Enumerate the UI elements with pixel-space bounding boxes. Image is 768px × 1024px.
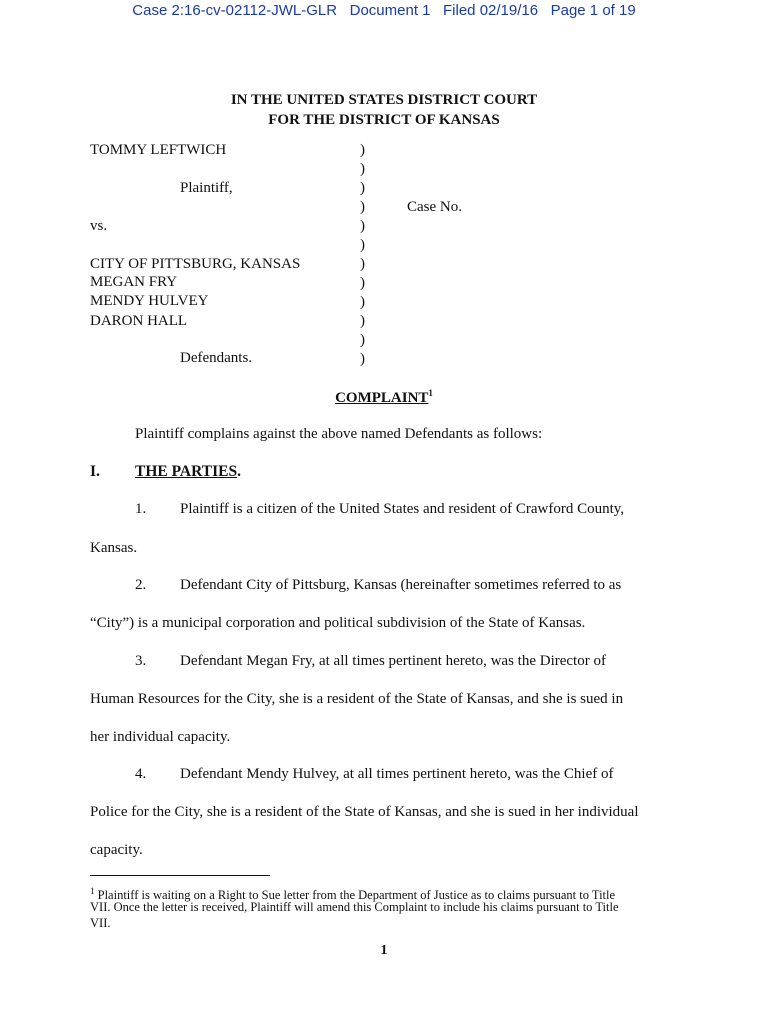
court-heading-line1: IN THE UNITED STATES DISTRICT COURT bbox=[230, 92, 538, 108]
paragraph-number: 4. bbox=[135, 766, 147, 782]
section-heading bbox=[135, 463, 241, 481]
paragraph-line: Defendant Megan Fry, at all times pertinent hereto, was the Director of bbox=[180, 653, 606, 669]
plaintiff-name: TOMMY LEFTWICH bbox=[90, 142, 227, 158]
section-heading-text: THE PARTIES bbox=[135, 463, 238, 480]
paragraph-line: Human Resources for the City, she is a resident of the State of Kansas, and she is sued in bbox=[90, 691, 624, 707]
caption-paren: ) bbox=[360, 218, 365, 234]
paragraph-line: Defendant City of Pittsburg, Kansas (hereinafter sometimes referred to as bbox=[180, 577, 622, 593]
paragraph-line: Plaintiff is a citizen of the United States and resident of Crawford County, bbox=[180, 501, 625, 517]
section-heading-period: . bbox=[237, 463, 241, 480]
paragraph-line: “City”) is a municipal corporation and political subdivision of the State of Kansas. bbox=[90, 615, 586, 631]
title-footnote-mark: 1 bbox=[428, 388, 433, 398]
caption-paren: ) bbox=[360, 294, 365, 310]
paragraph-number: 3. bbox=[135, 653, 147, 669]
caption-paren: ) bbox=[360, 161, 365, 177]
caption-paren: ) bbox=[360, 237, 365, 253]
footnote-text: Plaintiff is waiting on a Right to Sue letter from the Department of Justice as to claims pursuant to Title bbox=[97, 888, 616, 903]
paragraph-line: capacity. bbox=[90, 842, 143, 858]
defendant-fry: MEGAN FRY bbox=[90, 274, 178, 290]
case-number-label: Case No. bbox=[407, 199, 462, 215]
footnote-mark: 1 bbox=[90, 886, 95, 896]
caption-paren: ) bbox=[360, 351, 365, 367]
stamp-filed: Filed 02/19/16 bbox=[443, 2, 539, 19]
paragraph-line: Defendant Mendy Hulvey, at all times pertinent hereto, was the Chief of bbox=[180, 766, 614, 782]
intro-text: Plaintiff complains against the above named Defendants as follows: bbox=[135, 426, 543, 442]
caption-paren: ) bbox=[360, 332, 365, 348]
footnote-separator bbox=[90, 875, 270, 876]
footnote-line: VII. bbox=[90, 916, 111, 930]
plaintiff-role: Plaintiff, bbox=[180, 180, 233, 196]
paragraph-number: 2. bbox=[135, 577, 147, 593]
paragraph-line: her individual capacity. bbox=[90, 729, 231, 745]
filing-stamp bbox=[0, 2, 768, 19]
caption-paren: ) bbox=[360, 199, 365, 215]
defendant-hulvey: MENDY HULVEY bbox=[90, 293, 209, 309]
caption-paren: ) bbox=[360, 180, 365, 196]
stamp-document: Document 1 bbox=[349, 2, 431, 19]
defendant-hall: DARON HALL bbox=[90, 313, 188, 329]
caption-paren: ) bbox=[360, 313, 365, 329]
section-number: I. bbox=[90, 463, 100, 480]
page-number: 1 bbox=[380, 943, 388, 958]
footnote-line: VII. Once the letter is received, Plaintiff will amend this Complaint to include his claims pursuant to Title bbox=[90, 900, 619, 914]
paragraph-line: Kansas. bbox=[90, 540, 138, 556]
complaint-title: COMPLAINT bbox=[335, 390, 429, 406]
stamp-page: Page 1 of 19 bbox=[550, 2, 636, 19]
defendants-role: Defendants. bbox=[180, 350, 253, 366]
paragraph-line: Police for the City, she is a resident of the State of Kansas, and she is sued in her individual bbox=[90, 804, 639, 820]
defendant-city: CITY OF PITTSBURG, KANSAS bbox=[90, 256, 301, 272]
versus: vs. bbox=[90, 218, 108, 234]
court-heading-line2: FOR THE DISTRICT OF KANSAS bbox=[268, 112, 500, 128]
caption-paren: ) bbox=[360, 275, 365, 291]
caption-paren: ) bbox=[360, 142, 365, 158]
stamp-case: Case 2:16-cv-02112-JWL-GLR bbox=[132, 2, 338, 19]
document-title bbox=[0, 388, 768, 407]
caption-paren: ) bbox=[360, 256, 365, 272]
paragraph-number: 1. bbox=[135, 501, 147, 517]
